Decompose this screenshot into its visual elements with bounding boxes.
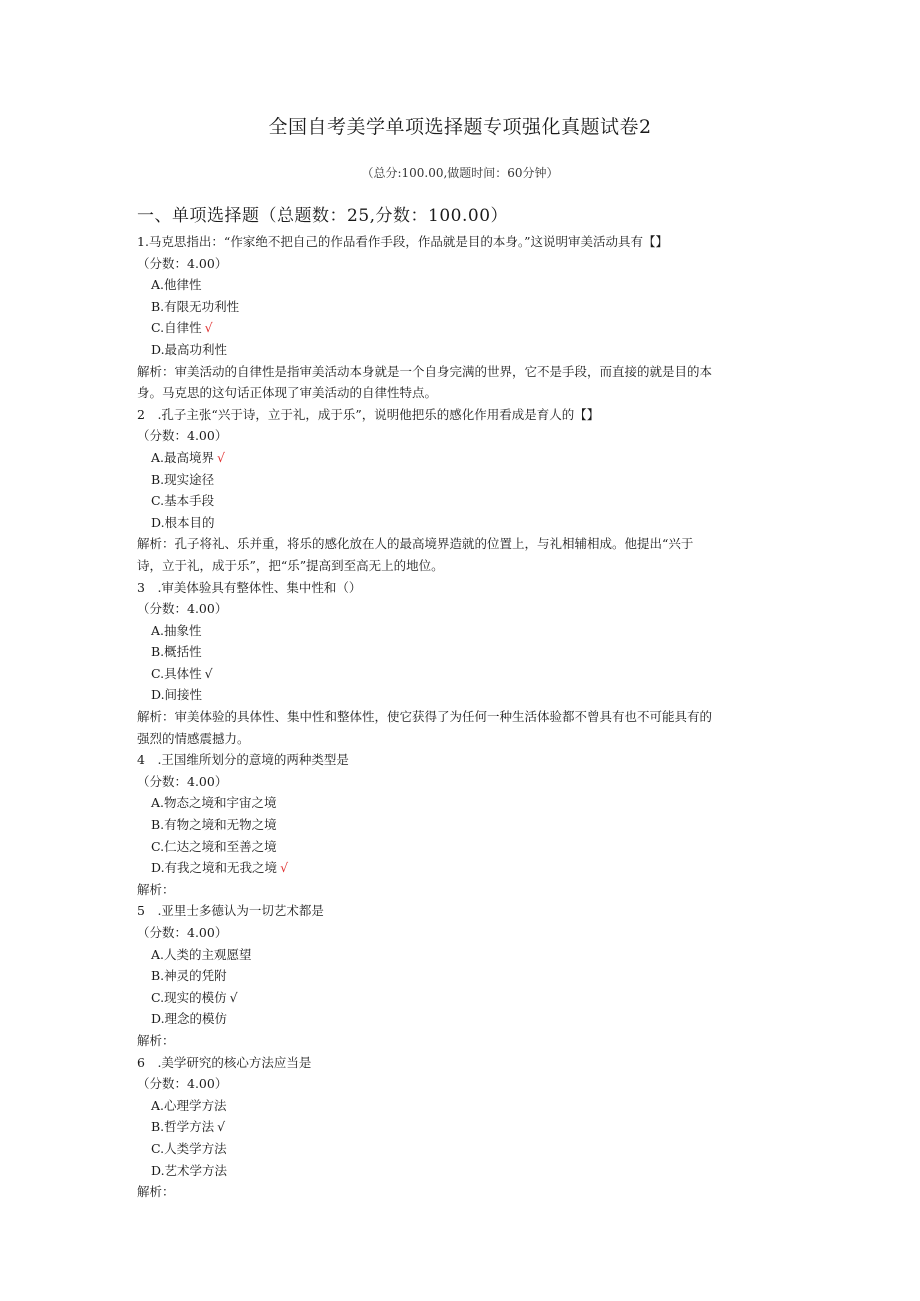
answer-option-label: C.基本手段 xyxy=(151,493,215,509)
question-block xyxy=(137,900,787,1051)
answer-option-label: A.物态之境和宇宙之境 xyxy=(151,795,277,811)
answer-option xyxy=(137,684,787,706)
answer-option xyxy=(137,836,787,858)
question-score: （分数：4.00） xyxy=(137,255,228,271)
answer-option xyxy=(137,792,787,814)
answer-option-label: D.根本目的 xyxy=(151,514,215,530)
analysis-text: 身。马克思的这句话正体现了审美活动的自律性特点。 xyxy=(137,385,438,401)
answer-option-label: B.神灵的凭附 xyxy=(151,968,227,984)
correct-check-icon: √ xyxy=(217,1119,226,1135)
answer-option-label: B.现实途径 xyxy=(151,471,215,487)
answer-option xyxy=(137,641,787,663)
answer-option-label: A.最高境界 xyxy=(151,449,215,465)
answer-option xyxy=(137,339,787,361)
question-list xyxy=(137,231,787,1203)
analysis-text: 解析： xyxy=(137,881,175,897)
answer-option xyxy=(137,965,787,987)
answer-option xyxy=(137,296,787,318)
answer-option-label: C.现实的模仿 xyxy=(151,989,227,1005)
question-score: （分数：4.00） xyxy=(137,925,228,940)
answer-option-label: C.人类学方法 xyxy=(151,1140,227,1156)
question-block xyxy=(137,1052,787,1203)
analysis-text: 解析： xyxy=(137,1184,175,1200)
question-score: （分数：4.00） xyxy=(137,428,228,444)
answer-option-label: A.心理学方法 xyxy=(151,1097,227,1113)
answer-option-label: D.艺术学方法 xyxy=(151,1162,228,1178)
exam-subtitle: （总分:100.00,做题时间：60分钟） xyxy=(361,166,559,180)
answer-option xyxy=(137,663,787,685)
section-heading: 一、单项选择题（总题数：25,分数：100.00） xyxy=(137,206,509,226)
question-score: （分数：4.00） xyxy=(137,601,228,617)
answer-option xyxy=(137,1138,787,1160)
correct-check-icon: √ xyxy=(229,989,238,1005)
answer-option xyxy=(137,512,787,534)
answer-option xyxy=(137,814,787,836)
analysis-text: 解析： xyxy=(137,1032,175,1048)
answer-option xyxy=(137,469,787,491)
analysis-text: 解析：审美活动的自律性是指审美活动本身就是一个自身完满的世界，它不是手段，而直接的就是目的本 xyxy=(137,363,713,379)
answer-option-label: D.最高功利性 xyxy=(151,341,228,357)
question-stem: 4 .王国维所划分的意境的两种类型是 xyxy=(137,752,349,768)
answer-option xyxy=(137,620,787,642)
answer-option xyxy=(137,490,787,512)
analysis-text: 强烈的情感震撼力。 xyxy=(137,730,250,746)
analysis-text: 诗，立于礼，成于乐”，把“乐”提高到至高无上的地位。 xyxy=(137,557,444,573)
answer-option xyxy=(137,1095,787,1117)
question-block xyxy=(137,749,787,900)
answer-option xyxy=(137,1008,787,1030)
answer-option-label: A.抽象性 xyxy=(151,622,202,638)
answer-option-label: C.仁达之境和至善之境 xyxy=(151,838,277,854)
answer-option xyxy=(137,857,787,879)
question-block xyxy=(137,231,787,404)
question-block xyxy=(137,404,787,577)
answer-option-label: B.有限无功利性 xyxy=(151,298,240,314)
question-stem: 1.马克思指出：“作家绝不把自己的作品看作手段，作品就是目的本身。”这说明审美活动具有【】 xyxy=(137,234,668,249)
question-stem: 3 .审美体验具有整体性、集中性和（） xyxy=(137,579,362,595)
correct-check-icon: √ xyxy=(204,665,213,681)
question-stem: 6 .美学研究的核心方法应当是 xyxy=(137,1054,312,1070)
answer-option-label: D.理念的模仿 xyxy=(151,1011,228,1027)
exam-title: 全国自考美学单项选择题专项强化真题试卷2 xyxy=(268,116,652,138)
answer-option xyxy=(137,447,787,469)
question-score: （分数：4.00） xyxy=(137,1076,228,1092)
answer-option xyxy=(137,1116,787,1138)
correct-check-icon: √ xyxy=(217,449,225,465)
answer-option xyxy=(137,274,787,296)
answer-option xyxy=(137,1160,787,1182)
answer-option-label: B.哲学方法 xyxy=(151,1119,215,1135)
correct-check-icon: √ xyxy=(280,860,289,876)
analysis-text: 解析：审美体验的具体性、集中性和整体性，使它获得了为任何一种生活体验都不曾具有也不可能具有的 xyxy=(137,709,713,725)
answer-option-label: A.人类的主观愿望 xyxy=(151,946,252,962)
answer-option xyxy=(137,987,787,1009)
question-block xyxy=(137,577,787,750)
analysis-text: 解析：孔子将礼、乐并重，将乐的感化放在人的最高境界造就的位置上，与礼相辅相成。他提出“兴于 xyxy=(137,536,694,552)
answer-option-label: D.间接性 xyxy=(151,687,203,703)
answer-option-label: D.有我之境和无我之境 xyxy=(151,860,278,876)
question-stem: 5 .亚里士多德认为一切艺术都是 xyxy=(137,903,324,919)
question-stem: 2 .孔子主张“兴于诗，立于礼，成于乐”，说明他把乐的感化作用看成是育人的【】 xyxy=(137,406,600,422)
answer-option xyxy=(137,317,787,339)
answer-option-label: C.自律性 xyxy=(151,320,202,336)
question-score: （分数：4.00） xyxy=(137,773,228,789)
answer-option-label: C.具体性 xyxy=(151,665,202,681)
answer-option-label: B.有物之境和无物之境 xyxy=(151,817,277,833)
answer-option-label: B.概括性 xyxy=(151,644,202,660)
correct-check-icon: √ xyxy=(204,320,213,336)
answer-option xyxy=(137,944,787,966)
answer-option-label: A.他律性 xyxy=(151,277,202,293)
